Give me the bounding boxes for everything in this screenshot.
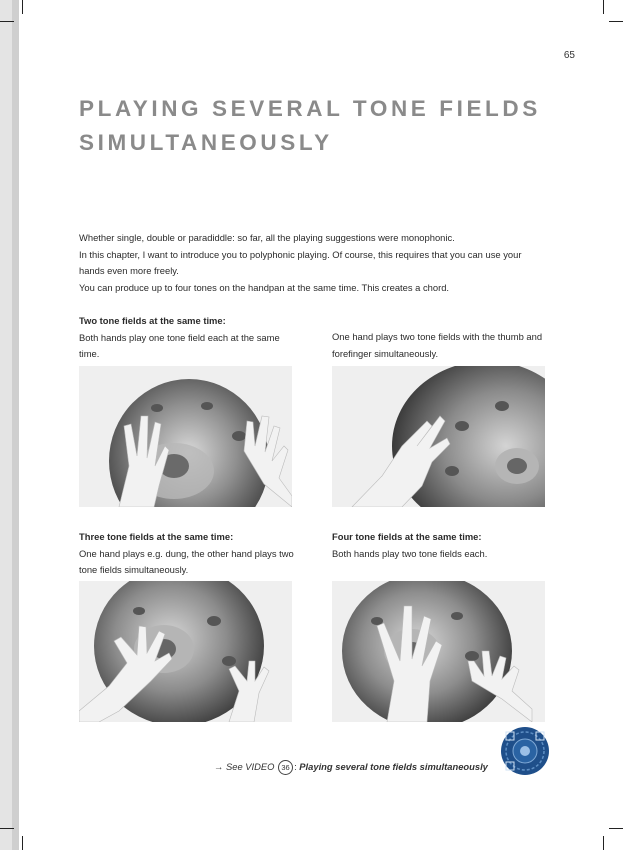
photo-four-fields	[332, 581, 545, 722]
crop-mark	[603, 0, 604, 14]
chapter-title: PLAYING SEVERAL TONE FIELDS SIMULTANEOUSLY	[79, 96, 541, 155]
section-text: One hand plays e.g. dung, the other hand plays two tone fields simultaneously.	[79, 547, 294, 575]
intro-text	[79, 230, 549, 296]
video-qr-medallion-icon	[500, 726, 550, 776]
photo-two-hands-two-fields	[79, 366, 292, 507]
section-four-fields	[332, 529, 550, 562]
crop-mark	[22, 0, 23, 14]
intro-paragraph: You can produce up to four tones on the handpan at the same time. This creates a chord.	[79, 281, 450, 293]
crop-mark	[0, 21, 14, 22]
separator: :	[294, 760, 297, 772]
section-text: Both hands play two tone fields each.	[332, 547, 488, 559]
section-three-fields	[79, 529, 297, 579]
see-video-label: See VIDEO	[225, 760, 275, 772]
crop-mark	[609, 21, 623, 22]
arrow-right-icon: →	[214, 760, 224, 772]
video-number-badge: 36	[278, 760, 293, 775]
video-title: Playing several tone fields simultaneously	[299, 760, 488, 772]
section-two-fields-one-hand	[332, 329, 550, 362]
page-edge-shadow	[12, 0, 19, 850]
section-heading: Four tone fields at the same time:	[332, 531, 482, 542]
crop-mark	[603, 836, 604, 850]
intro-paragraph: Whether single, double or paradiddle: so far, all the playing suggestions were monophonic.	[79, 232, 455, 243]
video-reference	[214, 760, 488, 775]
section-text: One hand plays two tone fields with the thumb and forefinger simultaneously.	[332, 331, 543, 359]
crop-mark	[22, 836, 23, 850]
photo-one-hand-two-fields	[332, 366, 545, 507]
section-heading: Two tone fields at the same time:	[79, 315, 226, 326]
section-two-fields-both-hands	[79, 313, 297, 363]
photo-three-fields	[79, 581, 292, 722]
page-number: 65	[563, 50, 575, 61]
crop-mark	[0, 828, 14, 829]
intro-paragraph: In this chapter, I want to introduce you to polyphonic playing. Of course, this requires that you can use your hands even more freely.	[79, 248, 522, 276]
crop-mark	[609, 828, 623, 829]
section-heading: Three tone fields at the same time:	[79, 531, 234, 542]
section-text: Both hands play one tone field each at the same time.	[79, 331, 280, 359]
